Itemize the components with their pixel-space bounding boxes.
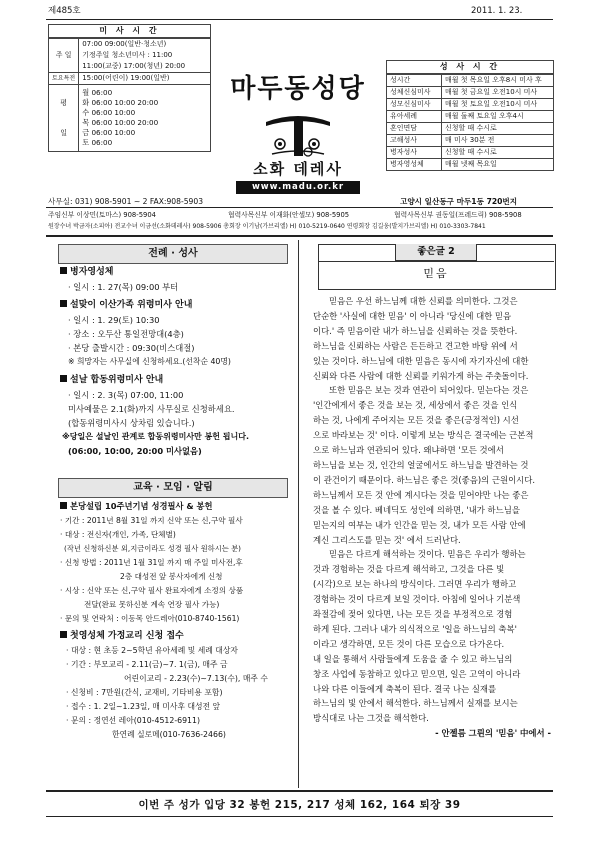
essay-line: 믿음은 우선 하느님께 대한 신뢰를 의미한다. 그것은 bbox=[329, 296, 518, 306]
weekday-times-value: 06:00 10:00 bbox=[91, 128, 136, 137]
essay-line: 내 일을 통해서 사람들에게 도움을 줄 수 있고 하느님의 bbox=[313, 653, 513, 664]
item-line: · 접수 : 1. 2일~1.23일, 매 미사후 대성전 앞 bbox=[66, 702, 221, 711]
weekday-label bbox=[49, 85, 79, 152]
item-title: 본당설립 10주년기념 성경필사 & 봉헌 bbox=[60, 499, 292, 514]
essay-header-tab bbox=[318, 244, 554, 262]
essay-line: 이 관건이기 때문이다. 하느님은 좋은 것(좋음)의 근원이시다. bbox=[313, 474, 535, 485]
bullet-icon bbox=[60, 631, 67, 638]
sacrament-label: 혼인면담 bbox=[387, 123, 442, 135]
bullet-icon bbox=[60, 502, 67, 509]
office-contact: 사무실: 031) 908-5901 ~ 2 FAX:908-5903 bbox=[48, 197, 204, 206]
saturday-line: 15:00(어린이) 19:00(일반) bbox=[79, 73, 211, 85]
essay-source: - 안젤름 그륀의 '믿음' 中에서 - bbox=[435, 728, 551, 739]
church-name: 마두동성당 bbox=[230, 74, 366, 104]
item-line: ※ 희망자는 사무실에 신청하세요.(선착순 40명) bbox=[68, 357, 231, 366]
essay-line: 하느님을 신뢰하는 사람은 든든하고 견고한 바탕 위에 서 bbox=[313, 340, 518, 351]
item-line: · 문의 : 정연선 레아(010-4512-6911) bbox=[66, 716, 201, 725]
item-line: · 일시 : 1. 27(목) 09:00 부터 bbox=[68, 282, 179, 292]
essay-line: 이다.' 즉 믿음이란 내가 하느님을 신뢰하는 것을 뜻한다. bbox=[313, 325, 518, 336]
sunday-line: 11:00(교중) 17:00(청년) 20:00 bbox=[79, 61, 211, 73]
item-line: ※당일은 설날인 관계로 합동위령미사만 봉헌 됩니다. bbox=[62, 432, 250, 441]
essay-line: 경험하는 것이 다르게 보일 것이다. 아침에 일어나 기분색 bbox=[313, 594, 521, 605]
item-line: · 대상 : 현 초등 2~5학년 유아세례 및 세례 대상자 bbox=[66, 646, 238, 655]
item-line: 한연례 실로메(010-7636-2466) bbox=[112, 730, 226, 739]
essay-line: 하는 것, 나에게 주어지는 모든 것을 좋은(긍정적인) 시선 bbox=[313, 415, 519, 426]
item-line: 어린이교리 - 2.23(수)~7.13(수), 매주 수 bbox=[124, 674, 268, 683]
item-line: (합동위령미사시 상차림 있습니다.) bbox=[68, 418, 195, 428]
weekday-day: 목 bbox=[82, 118, 90, 127]
assistant-contact: 협력사목신부 권동일(프레드릭) 908-5908 bbox=[394, 211, 522, 219]
church-website[interactable]: www.madu.or.kr bbox=[236, 181, 360, 194]
essay-line: 것을 볼 수 있다. 베네딕도 성인에 의하면, '내가 하느님을 bbox=[313, 504, 520, 515]
sacrament-label: 유아세례 bbox=[387, 111, 442, 123]
education-section-heading: 교육 · 모임 · 알림 bbox=[58, 478, 288, 498]
essay-line: 으로 하느님과 연관되어 있다. 왜냐하면 '모든 것에서 bbox=[313, 445, 504, 456]
essay-line: 방식대로 나는 그것을 해석한다. bbox=[313, 713, 429, 724]
sacrament-label: 병자성사 bbox=[387, 147, 442, 159]
essay-line: 좌절감에 젖어 있다면, 나는 모든 것을 부정적으로 경험 bbox=[313, 609, 513, 620]
item-title: 병자영성체 bbox=[60, 265, 292, 280]
essay-line: 있는 것이다. 하느님에 대한 믿음은 동시에 자기자신에 대한 bbox=[313, 355, 529, 366]
essay-title: 믿음 bbox=[423, 267, 449, 280]
footer-rule bbox=[46, 790, 553, 792]
item-line: 2층 대성전 앞 봉사자에게 신청 bbox=[120, 572, 223, 581]
mass-times-box bbox=[48, 24, 211, 152]
sacrament-value: 매 미사 30분 전 bbox=[442, 135, 554, 147]
essay-line: 신뢰와 다른 사람에 대한 신뢰를 키워가게 하는 주춧돌이다. bbox=[313, 370, 529, 381]
sunday-line: 07:00 09:00(일반·청소년) bbox=[79, 39, 211, 51]
essay-line: 하느님을 보는 것, 인간의 얼굴에서도 하느님을 발견하는 것 bbox=[313, 459, 529, 470]
sacrament-title: 성 사 시 간 bbox=[386, 60, 554, 74]
sacrament-value: 매월 첫 금요일 오전10시 미사 bbox=[442, 87, 554, 99]
weekday-times-value: 06:00 10:00 20:00 bbox=[91, 98, 159, 107]
weekday-times-value: 06:00 bbox=[91, 138, 113, 147]
weekday-day: 화 bbox=[82, 98, 90, 107]
mass-times-title: 미 사 시 간 bbox=[48, 24, 211, 38]
item-line: · 일시 : 1. 29(토) 10:30 bbox=[68, 315, 160, 325]
education-items bbox=[60, 499, 292, 742]
sacrament-value: 매월 첫 목요일 오후8시 미사 후 bbox=[442, 75, 554, 87]
issue-number: 제485호 bbox=[48, 6, 81, 16]
church-subtitle: 소화 데레사 bbox=[253, 160, 343, 178]
bullet-icon bbox=[60, 375, 67, 382]
sacrament-value: 신청할 때 수시로 bbox=[442, 147, 554, 159]
essay-line: 계신 그리스도를 믿는 것' 에서 드러난다. bbox=[313, 534, 461, 545]
council-contact: 원장수녀 박금자(소피아) 전교수녀 이금선(소화데레사) 908-5906 총회장 이기남(가브리엘) H) 010-5219-0640 연령회장 김길웅(발지가브리엘) H) 010-3303-7841 bbox=[48, 223, 486, 230]
contact-rule bbox=[46, 207, 553, 208]
item-line: · 문의 및 연락처 : 이동목 안드레아(010-8740-1561) bbox=[60, 614, 240, 623]
sacrament-value: 매월 넷째 목요일 bbox=[442, 159, 554, 171]
weekday-label-top: 평 bbox=[60, 99, 67, 107]
bullet-icon bbox=[60, 300, 67, 307]
sacrament-table bbox=[386, 74, 554, 171]
weekday-day: 토 bbox=[82, 138, 90, 147]
essay-body bbox=[313, 294, 557, 741]
hymn-footer: 이번 주 성가 입당 32 봉헌 215, 217 성체 162, 164 퇴장 39 bbox=[138, 799, 461, 811]
item-line: · 신청 방법 : 2011년 1월 31일 까지 매 주일 미사전,후 bbox=[60, 558, 243, 567]
bullet-icon bbox=[60, 267, 67, 274]
weekday-times-value: 06:00 10:00 20:00 bbox=[91, 118, 159, 127]
item-line: 전달(완료 못하신분 계속 연장 필사 가능) bbox=[84, 600, 220, 609]
essay-line: 이라고 생각하면, 모든 것이 다른 모습으로 다가온다. bbox=[313, 638, 505, 649]
item-line: · 일시 : 2. 3(목) 07:00, 11:00 bbox=[68, 390, 184, 400]
weekday-day: 월 bbox=[82, 88, 90, 97]
item-line: · 장소 : 오두산 통일전망대(4층) bbox=[68, 329, 184, 339]
header-bottom-rule bbox=[46, 235, 553, 237]
footer-bottom-rule bbox=[46, 816, 553, 817]
essay-line: (시각)으로 보는 하나의 방식이다. 그러면 우리가 행하고 bbox=[313, 579, 517, 590]
assistant-contact: 협력사목신부 이재화(안셀모) 908-5905 bbox=[228, 211, 350, 219]
essay-line: 하게 된다. 그러나 내가 의식적으로 '일을 하느님의 축복' bbox=[313, 623, 517, 634]
sacrament-label: 성모신심미사 bbox=[387, 99, 442, 111]
essay-heading: 좋은글 2 bbox=[395, 244, 477, 261]
item-line: (작년 신청하신분 외,지금이라도 성경 필사 원하시는 분) bbox=[64, 544, 242, 553]
essay-line: 믿음은 다르게 해석하는 것이다. 믿음은 우리가 행하는 bbox=[329, 549, 526, 560]
sacrament-label: 성체신심미사 bbox=[387, 87, 442, 99]
sunday-label: 주 일 bbox=[49, 39, 79, 73]
issue-date: 2011. 1. 23. bbox=[471, 6, 523, 16]
item-line: · 대상 : 전신자(개인, 가족, 단체별) bbox=[60, 530, 176, 539]
essay-line: 하느님께서 모든 것 안에 계시다는 것을 믿어야만 나는 좋은 bbox=[313, 489, 529, 500]
item-line: · 본당 출발시간 : 09:30(비스대절) bbox=[68, 343, 195, 353]
item-line: · 기간 : 부모교리 - 2.11(금)~7. 1(금), 매주 금 bbox=[66, 660, 228, 669]
essay-line: 하느님의 빛 안에서 해석한다. 하느님께서 실재를 보시는 bbox=[313, 698, 518, 709]
item-line: · 시상 : 신약 또는 신,구약 필사 완료자에게 소정의 상품 bbox=[60, 586, 244, 595]
sacrament-box bbox=[386, 60, 554, 171]
essay-line: 으로 바라보는 것' 이다. 이렇게 보는 방식은 결국에는 근본적 bbox=[313, 430, 534, 441]
weekday-label-bottom: 일 bbox=[60, 129, 67, 137]
essay-line: 또한 믿음은 보는 것과 연관이 되어있다. 믿는다는 것은 bbox=[329, 385, 529, 396]
essay-line: 것과 경험하는 것을 다르게 해석하고, 그것을 다른 빛 bbox=[313, 564, 505, 575]
essay-line: '인간에게서 좋은 것을 보는 것, 세상에서 좋은 것을 인식 bbox=[313, 400, 518, 411]
item-line: 미사예물은 2.1(화)까지 사무실로 신청하세요. bbox=[68, 404, 235, 414]
sacrament-value: 매월 둘째 토요일 오후4시 bbox=[442, 111, 554, 123]
cross-logo bbox=[258, 108, 338, 160]
church-address: 고양시 일산동구 마두1동 720번지 bbox=[400, 197, 518, 206]
essay-line: 창조 사업에 동참하고 있다고 믿으면, 일은 고역이 아니라 bbox=[313, 668, 521, 679]
sacrament-label: 병자영성체 bbox=[387, 159, 442, 171]
weekday-times bbox=[79, 85, 211, 152]
pastor-contact: 주임신부 이상민(토마스) 908-5904 bbox=[48, 211, 157, 219]
sacrament-label: 고해성사 bbox=[387, 135, 442, 147]
weekday-times-value: 06:00 bbox=[91, 88, 113, 97]
top-rule bbox=[46, 19, 553, 20]
item-line: · 기간 : 2011년 8월 31일 까지 신약 또는 신,구약 필사 bbox=[60, 516, 243, 525]
liturgy-items bbox=[60, 265, 292, 458]
sacrament-value: 매월 첫 토요일 오전10시 미사 bbox=[442, 99, 554, 111]
item-title: 설맞이 이산가족 위령미사 안내 bbox=[60, 298, 292, 313]
weekday-day: 수 bbox=[82, 108, 90, 117]
essay-line: 믿는지의 여부는 내가 인간을 믿는 것, 내가 모든 사람 안에 bbox=[313, 519, 526, 530]
mass-times-table bbox=[48, 38, 211, 152]
essay-line: 나와 다른 이들에게 축복이 된다. 결국 나는 실재를 bbox=[313, 683, 497, 694]
essay-line: 단순한 '사실에 대한 믿음' 이 아니라 '당신에 대한 믿음 bbox=[313, 310, 512, 321]
weekday-day: 금 bbox=[82, 128, 90, 137]
weekday-times-value: 06:00 10:00 bbox=[91, 108, 136, 117]
item-title: 첫영성체 가정교리 신청 접수 bbox=[60, 629, 292, 644]
liturgy-section-heading: 전례 · 성사 bbox=[58, 244, 288, 264]
item-title: 설날 합동위령미사 안내 bbox=[60, 373, 292, 388]
saturday-label: 토요특전 bbox=[49, 73, 79, 85]
item-line: · 신청비 : 7만원(간식, 교재비, 기타비용 포함) bbox=[66, 688, 223, 697]
sunday-line: 기정주일 청소년미사 : 11:00 bbox=[79, 50, 211, 61]
sacrament-label: 성시간 bbox=[387, 75, 442, 87]
column-divider bbox=[298, 240, 299, 788]
item-line: (06:00, 10:00, 20:00 미사없음) bbox=[68, 446, 202, 456]
sacrament-value: 신청할 때 수시로 bbox=[442, 123, 554, 135]
